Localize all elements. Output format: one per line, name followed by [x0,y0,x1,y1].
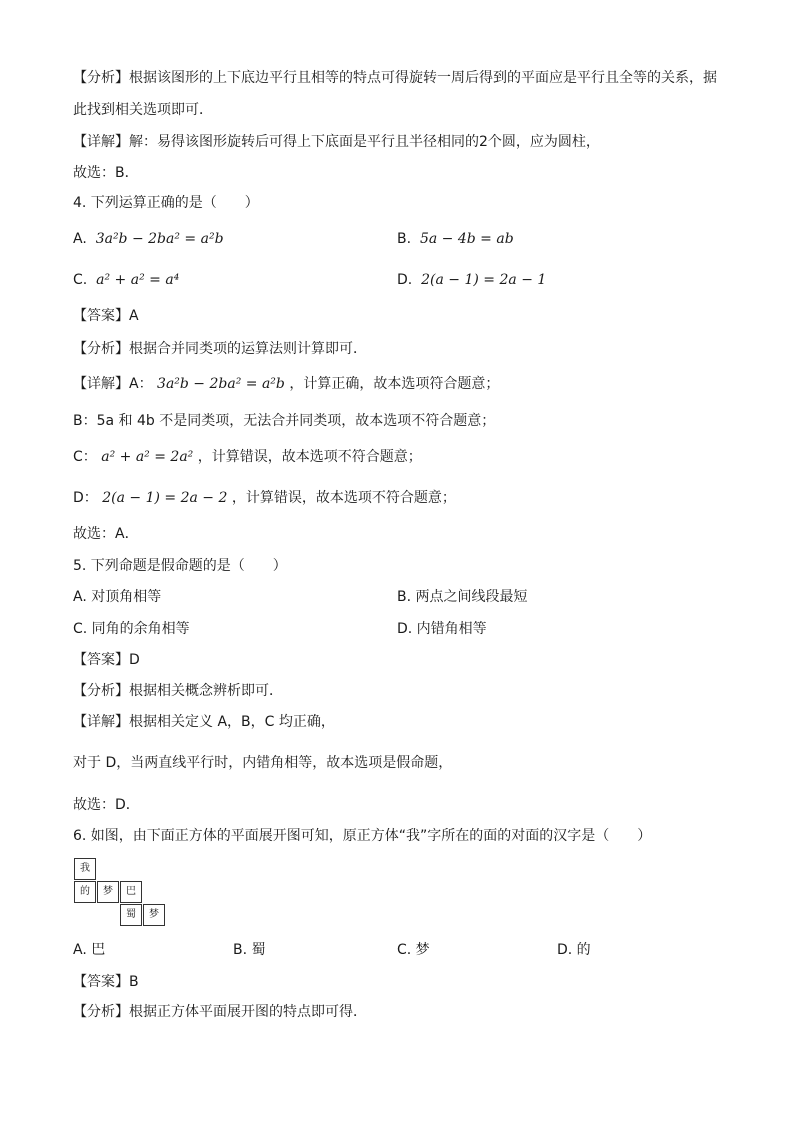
q4-answer: 【答案】A [73,308,139,324]
q6-option-c: C. 梦 [397,942,430,958]
q4-detail-c: C： a² + a² = 2a² ，计算错误，故本选项不符合题意； [73,449,422,465]
analysis-q3-cont: 此找到相关选项即可． [73,102,213,118]
q5-option-d: D. 内错角相等 [397,621,487,637]
q6-option-b: B. 蜀 [233,942,266,958]
q6-option-a: A. 巴 [73,942,106,958]
q4-analysis: 【分析】根据合并同类项的运算法则计算即可． [73,341,367,357]
q5-option-c: C. 同角的余角相等 [73,621,190,637]
q4-option-c-math: a² + a² = a⁴ [96,272,180,288]
q5-option-a: A. 对顶角相等 [73,589,162,605]
q4-detail-b: B：5a 和 4b 不是同类项，无法合并同类项，故本选项不符合题意； [73,413,496,429]
net-cell-4: 巴 [120,881,142,903]
q6-analysis: 【分析】根据正方体平面展开图的特点即可得． [73,1004,367,1020]
net-cell-3: 梦 [97,881,119,903]
q5-option-b: B. 两点之间线段最短 [397,589,528,605]
detail-q3: 【详解】解：易得该图形旋转后可得上下底面是平行且半径相同的2个圆，应为圆柱， [73,134,600,150]
q5-answer: 【答案】D [73,652,140,668]
q5-detail-2: 对于 D，当两直线平行时，内错角相等，故本选项是假命题， [73,755,453,771]
q4-option-d-math: 2(a − 1) = 2a − 1 [421,272,547,288]
q4-option-d: D. 2(a − 1) = 2a − 1 [397,272,547,288]
q4-choose: 故选：A． [73,526,139,542]
choose-q3: 故选：B． [73,165,139,181]
q4-detail-d: D： 2(a − 1) = 2a − 2 ，计算错误，故本选项不符合题意； [73,490,456,506]
net-cell-1: 我 [74,858,96,880]
q6-answer: 【答案】B [73,974,139,990]
analysis-q3: 【分析】根据该图形的上下底边平行且相等的特点可得旋转一周后得到的平面应是平行且全等的关系，据 [73,70,717,86]
q4-option-a-math: 3a²b − 2ba² = a²b [95,231,224,247]
question-5: 5. 下列命题是假命题的是（ ） [73,558,287,574]
question-6: 6. 如图，由下面正方体的平面展开图可知，原正方体“我”字所在的面的对面的汉字是（ ） [73,828,652,844]
q4-option-b-math: 5a − 4b = ab [419,231,514,247]
q5-choose: 故选：D． [73,797,140,813]
net-cell-5: 蜀 [120,904,142,926]
q4-option-a: A. 3a²b − 2ba² = a²b [73,231,224,247]
q4-option-c: C. a² + a² = a⁴ [73,272,180,288]
q6-option-d: D. 的 [557,942,591,958]
q5-analysis: 【分析】根据相关概念辨析即可． [73,683,283,699]
q5-detail: 【详解】根据相关定义 A，B，C 均正确， [73,714,335,730]
net-cell-2: 的 [74,881,96,903]
question-4: 4. 下列运算正确的是（ ） [73,195,259,211]
net-cell-6: 梦 [143,904,165,926]
q4-detail-a: 【详解】A： 3a²b − 2ba² = a²b ，计算正确，故本选项符合题意； [73,376,500,392]
q4-option-b: B. 5a − 4b = ab [397,231,514,247]
